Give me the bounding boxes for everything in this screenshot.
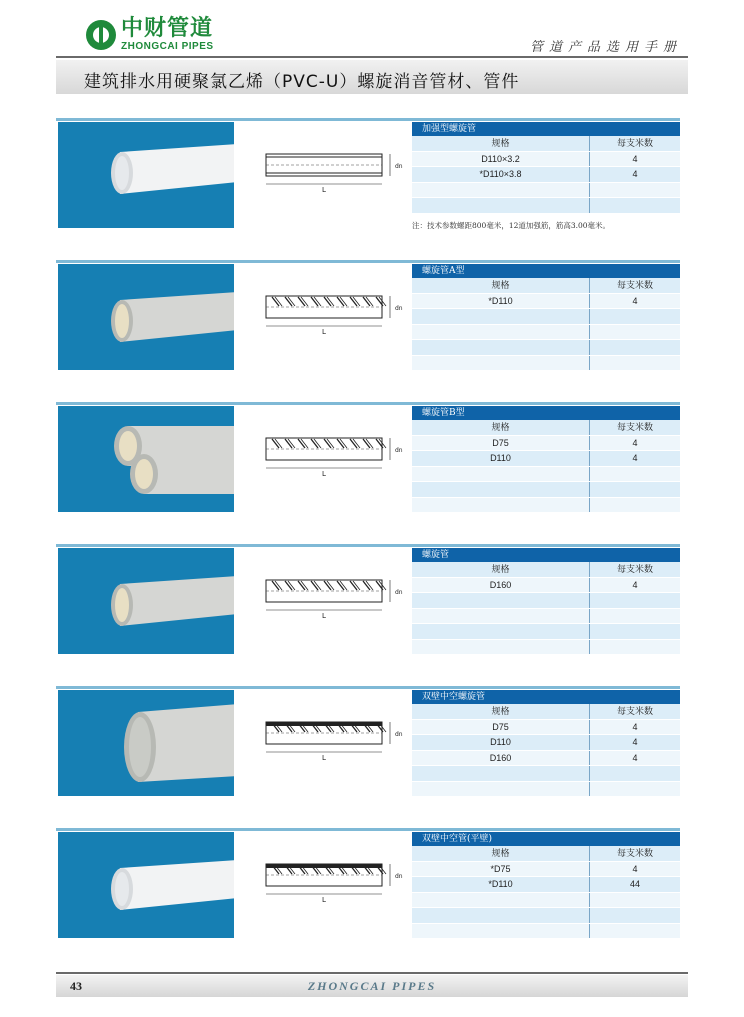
col-spec: 规格 bbox=[412, 846, 590, 861]
qty-cell bbox=[590, 325, 680, 340]
table-row bbox=[412, 751, 680, 767]
table-row bbox=[412, 340, 680, 356]
col-qty: 每支米数 bbox=[616, 564, 653, 574]
qty-cell bbox=[590, 908, 680, 923]
qty-cell bbox=[590, 593, 680, 608]
qty-cell bbox=[590, 624, 680, 639]
spec-cell bbox=[412, 624, 590, 639]
col-qty: 每支米数 bbox=[616, 848, 653, 858]
table-row bbox=[412, 609, 680, 625]
qty-cell bbox=[590, 893, 680, 908]
spec-table bbox=[412, 122, 680, 214]
pipe-photo bbox=[58, 690, 234, 796]
spec-cell: *D110 bbox=[412, 877, 590, 892]
qty-cell: 44 bbox=[629, 879, 640, 889]
qty-cell bbox=[590, 183, 680, 198]
spec-cell bbox=[412, 309, 590, 324]
spec-cell: D75 bbox=[412, 436, 590, 451]
table-row bbox=[412, 152, 680, 168]
pipe-drawing bbox=[256, 706, 406, 776]
table-row bbox=[412, 436, 680, 452]
qty-cell bbox=[590, 640, 680, 655]
spec-table-title: 螺旋管A型 bbox=[412, 264, 680, 278]
pipe-photo bbox=[58, 548, 234, 654]
spec-cell bbox=[412, 467, 590, 482]
page-title-bar bbox=[56, 60, 688, 94]
section-divider bbox=[56, 402, 680, 405]
product-section bbox=[56, 402, 680, 514]
product-section bbox=[56, 828, 680, 940]
section-divider bbox=[56, 118, 680, 121]
table-row bbox=[412, 309, 680, 325]
col-qty: 每支米数 bbox=[616, 280, 653, 290]
drawing-length-label: L bbox=[322, 754, 326, 762]
qty-cell bbox=[590, 609, 680, 624]
spec-cell bbox=[412, 924, 590, 939]
pipe-photo bbox=[58, 406, 234, 512]
qty-cell bbox=[590, 198, 680, 213]
col-qty: 每支米数 bbox=[616, 138, 653, 148]
spec-cell bbox=[412, 640, 590, 655]
spec-cell bbox=[412, 356, 590, 371]
table-row bbox=[412, 482, 680, 498]
spec-cell bbox=[412, 198, 590, 213]
spec-table-header bbox=[412, 420, 680, 436]
handbook-title: 管道产品选用手册 bbox=[529, 40, 682, 55]
drawing-diameter-label: dn bbox=[395, 731, 403, 738]
spec-cell bbox=[412, 498, 590, 513]
col-spec: 规格 bbox=[412, 136, 590, 151]
qty-cell bbox=[590, 498, 680, 513]
brand-name-cn: 中财管道 bbox=[121, 16, 214, 41]
table-row bbox=[412, 578, 680, 594]
spec-table-header bbox=[412, 704, 680, 720]
spec-table-header bbox=[412, 278, 680, 294]
pipe-photo bbox=[58, 832, 234, 938]
spec-cell bbox=[412, 908, 590, 923]
qty-cell: 4 bbox=[632, 153, 638, 164]
spec-cell: *D110×3.8 bbox=[412, 167, 590, 182]
qty-cell bbox=[590, 782, 680, 797]
section-divider bbox=[56, 260, 680, 263]
product-section bbox=[56, 118, 680, 230]
pipe-drawing bbox=[256, 848, 406, 918]
drawing-diameter-label: dn bbox=[395, 163, 403, 170]
section-divider bbox=[56, 828, 680, 831]
spec-cell bbox=[412, 482, 590, 497]
spec-cell: D75 bbox=[412, 720, 590, 735]
spec-table bbox=[412, 264, 680, 371]
qty-cell: 4 bbox=[632, 721, 638, 732]
spec-cell bbox=[412, 340, 590, 355]
table-row bbox=[412, 908, 680, 924]
spec-cell: D160 bbox=[412, 578, 590, 593]
pipe-photo bbox=[58, 122, 234, 228]
qty-cell bbox=[590, 766, 680, 781]
drawing-length-label: L bbox=[322, 612, 326, 620]
drawing-length-label: L bbox=[322, 470, 326, 478]
pipe-photo bbox=[58, 264, 234, 370]
qty-cell bbox=[590, 309, 680, 324]
table-row bbox=[412, 167, 680, 183]
spec-cell: D160 bbox=[412, 751, 590, 766]
logo-icon bbox=[86, 20, 116, 50]
drawing-diameter-label: dn bbox=[395, 305, 403, 312]
spec-table-title: 双壁中空螺旋管 bbox=[412, 690, 680, 704]
tech-note: 注：技术参数螺距800毫米，12道加强筋，筋高3.00毫米。 bbox=[412, 221, 611, 230]
spec-cell bbox=[412, 893, 590, 908]
brand-name-en: ZHONGCAI PIPES bbox=[121, 41, 214, 52]
table-row bbox=[412, 624, 680, 640]
section-divider bbox=[56, 686, 680, 689]
spec-cell bbox=[412, 766, 590, 781]
spec-cell: *D110 bbox=[412, 294, 590, 309]
spec-cell bbox=[412, 609, 590, 624]
drawing-length-label: L bbox=[322, 186, 326, 194]
table-row bbox=[412, 877, 680, 893]
spec-table-header bbox=[412, 562, 680, 578]
table-row bbox=[412, 451, 680, 467]
col-spec: 规格 bbox=[412, 278, 590, 293]
spec-table-title: 加强型螺旋管 bbox=[412, 122, 680, 136]
qty-cell: 4 bbox=[632, 295, 638, 306]
spec-cell bbox=[412, 183, 590, 198]
spec-cell bbox=[412, 782, 590, 797]
header-divider bbox=[56, 56, 688, 58]
footer-divider bbox=[56, 972, 688, 974]
spec-table bbox=[412, 548, 680, 655]
table-row bbox=[412, 593, 680, 609]
spec-cell: D110 bbox=[412, 451, 590, 466]
product-section bbox=[56, 544, 680, 656]
spec-cell: D110 bbox=[412, 735, 590, 750]
qty-cell: 4 bbox=[632, 453, 638, 463]
col-qty: 每支米数 bbox=[616, 706, 653, 716]
footer-brand: ZHONGCAI PIPES bbox=[307, 979, 437, 993]
qty-cell: 4 bbox=[632, 752, 638, 763]
pipe-drawing bbox=[256, 138, 406, 208]
drawing-diameter-label: dn bbox=[395, 589, 403, 596]
qty-cell: 4 bbox=[632, 579, 638, 590]
table-row bbox=[412, 198, 680, 214]
table-row bbox=[412, 294, 680, 310]
spec-table bbox=[412, 832, 680, 939]
qty-cell bbox=[590, 482, 680, 497]
spec-cell bbox=[412, 325, 590, 340]
qty-cell: 4 bbox=[632, 863, 638, 874]
page-number: 43 bbox=[70, 979, 82, 993]
qty-cell: 4 bbox=[632, 169, 638, 179]
qty-cell: 4 bbox=[632, 737, 638, 747]
pipe-drawing bbox=[256, 422, 406, 492]
brand-logo bbox=[86, 18, 214, 52]
qty-cell bbox=[590, 356, 680, 371]
page-header bbox=[0, 0, 744, 105]
table-row bbox=[412, 356, 680, 372]
col-spec: 规格 bbox=[412, 420, 590, 435]
table-row bbox=[412, 467, 680, 483]
table-row bbox=[412, 862, 680, 878]
drawing-length-label: L bbox=[322, 896, 326, 904]
spec-table-header bbox=[412, 136, 680, 152]
spec-table-title: 螺旋管B型 bbox=[412, 406, 680, 420]
section-divider bbox=[56, 544, 680, 547]
table-row bbox=[412, 183, 680, 199]
product-section bbox=[56, 686, 680, 798]
drawing-diameter-label: dn bbox=[395, 873, 403, 880]
spec-table-header bbox=[412, 846, 680, 862]
pipe-drawing bbox=[256, 564, 406, 634]
spec-cell: D110×3.2 bbox=[412, 152, 590, 167]
table-row bbox=[412, 325, 680, 341]
qty-cell: 4 bbox=[632, 437, 638, 448]
drawing-diameter-label: dn bbox=[395, 447, 403, 454]
col-spec: 规格 bbox=[412, 704, 590, 719]
spec-table bbox=[412, 690, 680, 797]
qty-cell bbox=[590, 924, 680, 939]
table-row bbox=[412, 720, 680, 736]
table-row bbox=[412, 782, 680, 798]
pipe-drawing bbox=[256, 280, 406, 350]
spec-table-title: 双壁中空管(平壁) bbox=[412, 832, 680, 846]
table-row bbox=[412, 735, 680, 751]
table-row bbox=[412, 640, 680, 656]
table-row bbox=[412, 924, 680, 940]
drawing-length-label: L bbox=[322, 328, 326, 336]
spec-cell: *D75 bbox=[412, 862, 590, 877]
qty-cell bbox=[590, 467, 680, 482]
table-row bbox=[412, 893, 680, 909]
product-section bbox=[56, 260, 680, 372]
qty-cell bbox=[590, 340, 680, 355]
spec-cell bbox=[412, 593, 590, 608]
spec-table-title: 螺旋管 bbox=[412, 548, 680, 562]
spec-table bbox=[412, 406, 680, 513]
col-qty: 每支米数 bbox=[616, 422, 653, 432]
table-row bbox=[412, 766, 680, 782]
col-spec: 规格 bbox=[412, 562, 590, 577]
table-row bbox=[412, 498, 680, 514]
page-title: 建筑排水用硬聚氯乙烯（PVC-U）螺旋消音管材、管件 bbox=[84, 72, 520, 92]
